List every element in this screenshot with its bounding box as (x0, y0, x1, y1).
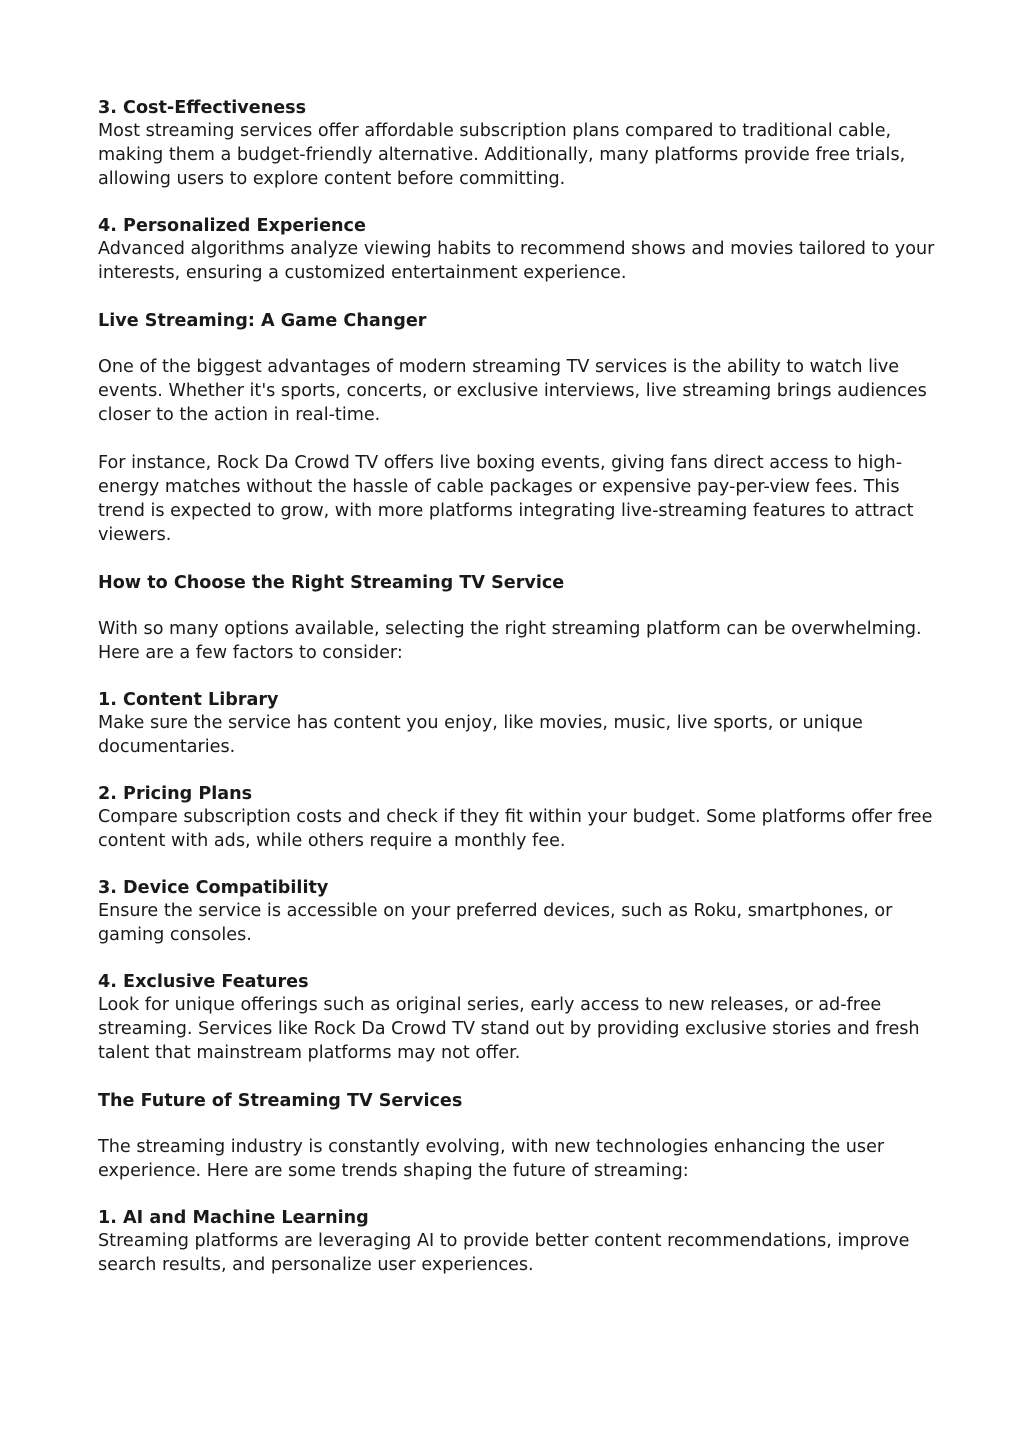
list-item-ai-machine-learning (98, 1207, 938, 1277)
item-title: 2. Pricing Plans (98, 784, 253, 804)
item-title: 1. Content Library (98, 690, 279, 710)
section-title: 4. Personalized Experience (98, 216, 366, 236)
paragraph-live-1: One of the biggest advantages of modern streaming TV services is the ability to watch live events. Whether it's sports, concerts, or exclusive interviews, live streaming brings audiences closer to the action in real-time. (98, 357, 927, 425)
paragraph-future-intro: The streaming industry is constantly evolving, with new technologies enhancing the user experience. Here are some trends shaping the future of streaming: (98, 1137, 885, 1181)
section-body: Advanced algorithms analyze viewing habits to recommend shows and movies tailored to your interests, ensuring a customized entertainment experience. (98, 239, 935, 283)
heading-live-streaming: Live Streaming: A Game Changer (98, 311, 427, 331)
heading-future-streaming: The Future of Streaming TV Services (98, 1091, 463, 1111)
section-body: Most streaming services offer affordable subscription plans compared to traditional cable, making them a budget-friendly alternative. Additionally, many platforms provide free trials, allowing users to explore content before committing. (98, 121, 906, 189)
item-title: 3. Device Compatibility (98, 878, 329, 898)
item-body: Ensure the service is accessible on your preferred devices, such as Roku, smartphones, or gaming consoles. (98, 901, 893, 945)
document-page (98, 97, 938, 1277)
paragraph-live-2: For instance, Rock Da Crowd TV offers live boxing events, giving fans direct access to high-energy matches without the hassle of cable packages or expensive pay-per-view fees. This trend is expected to grow, with more platforms integrating live-streaming features to attract viewers. (98, 453, 914, 545)
list-item-pricing-plans (98, 783, 938, 853)
item-title: 4. Exclusive Features (98, 972, 309, 992)
item-body: Make sure the service has content you enjoy, like movies, music, live sports, or unique documentaries. (98, 713, 863, 757)
item-body: Look for unique offerings such as original series, early access to new releases, or ad-free streaming. Services like Rock Da Crowd TV stand out by providing exclusive stories and fresh talent that mainstream platforms may not offer. (98, 995, 920, 1063)
paragraph-choose-intro: With so many options available, selecting the right streaming platform can be overwhelming. Here are a few factors to consider: (98, 619, 922, 663)
list-item-content-library (98, 689, 938, 759)
section-title: 3. Cost-Effectiveness (98, 98, 307, 118)
item-body: Compare subscription costs and check if they fit within your budget. Some platforms offer free content with ads, while others require a monthly fee. (98, 807, 933, 851)
section-personalized-experience (98, 215, 938, 285)
list-item-device-compatibility (98, 877, 938, 947)
item-title: 1. AI and Machine Learning (98, 1208, 369, 1228)
item-body: Streaming platforms are leveraging AI to provide better content recommendations, improve search results, and personalize user experiences. (98, 1231, 910, 1275)
heading-choose-service: How to Choose the Right Streaming TV Service (98, 573, 565, 593)
list-item-exclusive-features (98, 971, 938, 1065)
section-cost-effectiveness (98, 97, 938, 191)
